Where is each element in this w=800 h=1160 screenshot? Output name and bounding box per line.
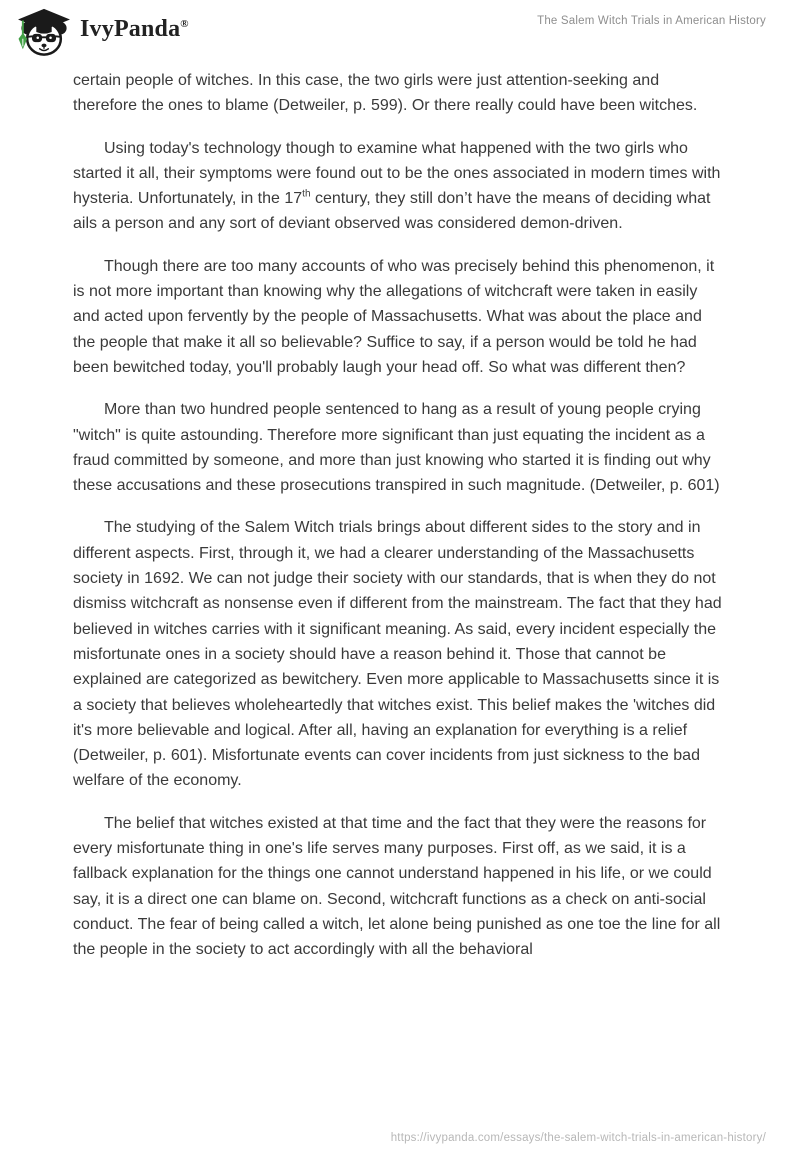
source-url: https://ivypanda.com/essays/the-salem-witch-trials-in-american-history/ [390, 1132, 766, 1144]
paragraph: The belief that witches existed at that time and the fact that they were the reasons for every misfortunate thing in one's life serves many purposes. First off, as we said, it is a fallback explanation for the things one cannot understand happened in his life, or we could say, it is a direct one can blame on. Second, witchcraft functions as a check on anti-social conduct. The fear of being called a witch, let alone being punished as one toe the line for all the people in the society to act accordingly with all the behavioral [73, 814, 721, 959]
ordinal-superscript: th [302, 188, 311, 200]
document-title: The Salem Witch Trials in American History [537, 15, 766, 27]
brand-name: IvyPanda® [80, 16, 189, 42]
paragraph: More than two hundred people sentenced to hang as a result of young people crying "witch" is quite astounding. Therefore more significant than just equating the incident as a fraud committed by someone, and more than just knowing who started it is finding out why these accusations and these prosecutions transpired in such magnitude. (Detweiler, p. 601) [73, 401, 720, 495]
panda-graduate-icon [13, 7, 75, 57]
paragraph: certain people of witches. In this case, the two girls were just attention-seeking and therefore the ones to blame (Detweiler, p. 599). Or there really could have been witches. [73, 72, 698, 115]
brand [13, 7, 189, 57]
paragraph [73, 136, 723, 237]
paragraph: The studying of the Salem Witch trials brings about different sides to the story and in different aspects. First, through it, we had a clearer understanding of the Massachusetts society in 1692. We can not judge their society with our standards, that is when they do not dismiss witchcraft as nonsense even if different from the mainstream. The fact that they had believed in witches carries with it significant meaning. As said, every incident especially the misfortunate ones in a society should have a reason behind it. Those that cannot be explained are categorized as bewitchery. Even more applicable to Massachusetts since it is a society that believes wholeheartedly that witches exist. This belief makes the 'witches did it's more believable and logical. After all, having an explanation for everything is a relief (Detweiler, p. 601). Misfortunate events can cover incidents from just sickness to the bad welfare of the economy. [73, 519, 722, 790]
registered-trademark: ® [180, 18, 189, 30]
paragraph-text: century, they still don’t have the means of deciding what ails a person and any sort of deviant observed was considered demon-driven. [73, 190, 711, 233]
paragraph-text: Using today's technology though to examine what happened with the two girls who started it all, their symptoms were found out to be the ones associated in modern times with hysteria. Unfortunately, in the 17 [73, 139, 721, 208]
essay-body [73, 68, 723, 980]
paragraph: Though there are too many accounts of who was precisely behind this phenomenon, it is not more important than knowing why the allegations of witchcraft were taken in easily and acted upon fervently by the people of Massachusetts. What was about the place and the people that make it all so believable? Suffice to say, if a person would be told he had been bewitched today, you'll probably laugh your head off. So what was different then? [73, 257, 715, 376]
